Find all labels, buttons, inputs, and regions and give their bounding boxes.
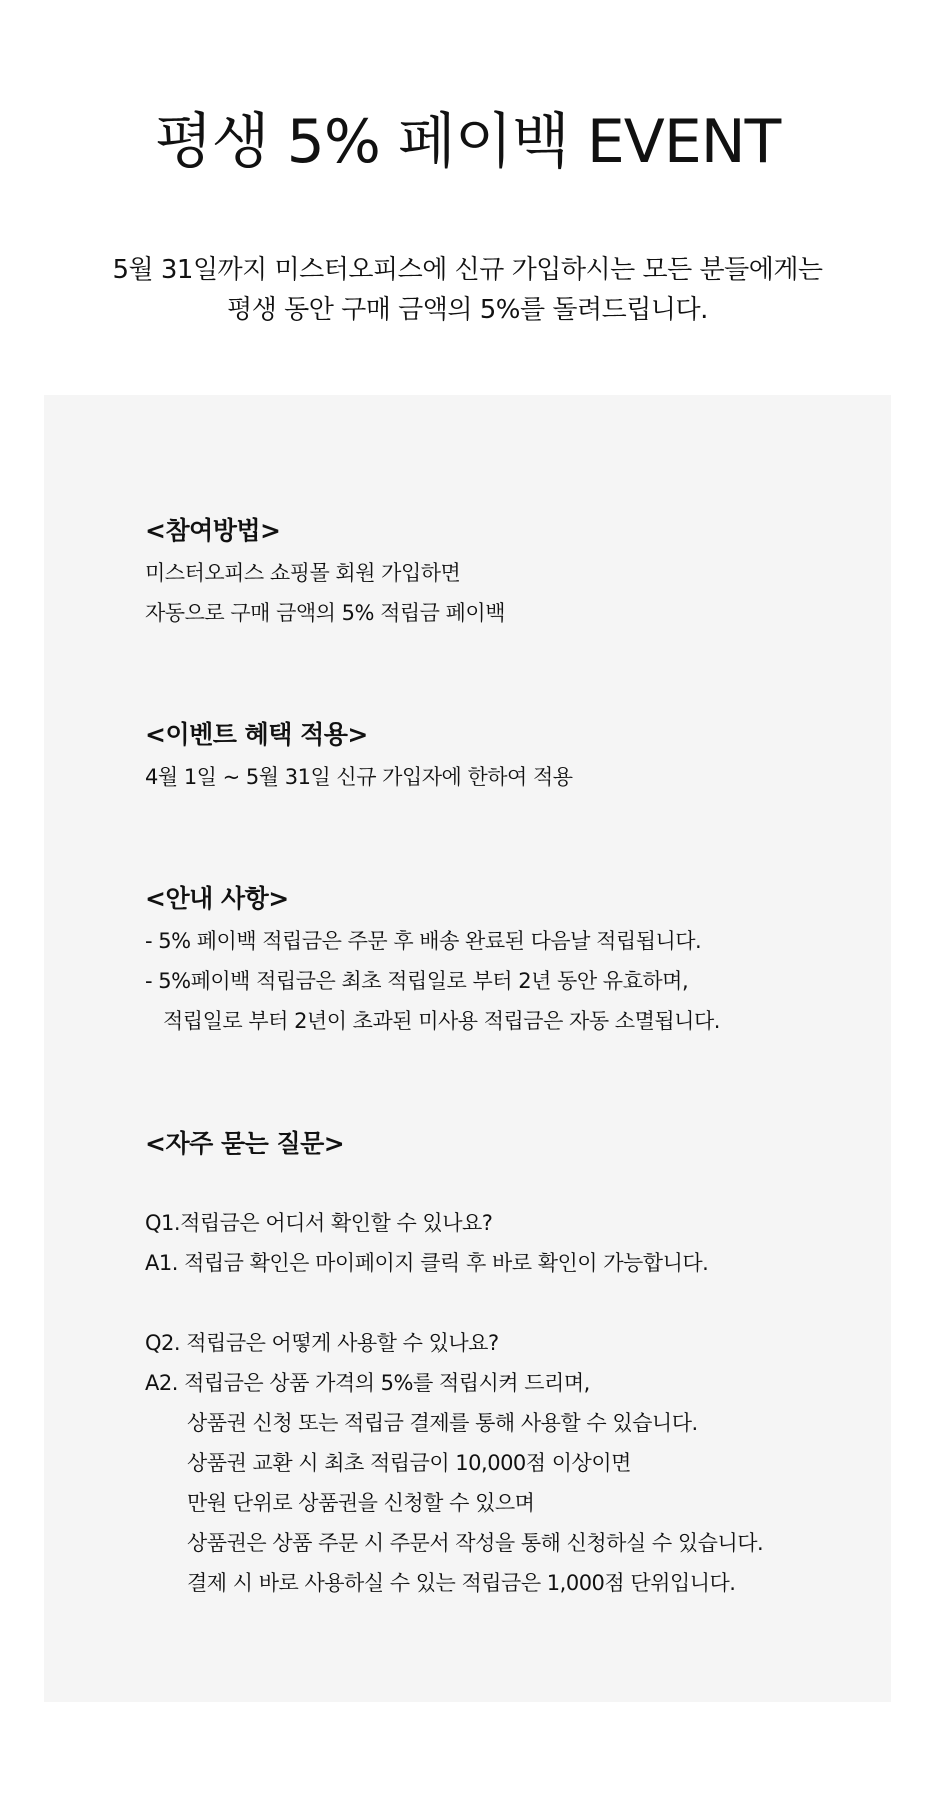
benefit-section: [145, 717, 865, 797]
notice-line: 적립일로 부터 2년이 초과된 미사용 적립금은 자동 소멸됩니다.: [163, 1009, 720, 1033]
participation-heading: <참여방법>: [145, 516, 281, 545]
faq-answer-line: 상품권 신청 또는 적립금 결제를 통해 사용할 수 있습니다.: [187, 1411, 698, 1435]
benefit-heading: <이벤트 혜택 적용>: [145, 720, 368, 749]
faq-answer-line: 결제 시 바로 사용하실 수 있는 적립금은 1,000점 단위입니다.: [187, 1571, 736, 1595]
faq-question: Q1.적립금은 어디서 확인할 수 있나요?: [145, 1211, 493, 1235]
notice-section: [145, 881, 865, 1041]
faq-answer-line: 상품권은 상품 주문 시 주문서 작성을 통해 신청하실 수 있습니다.: [187, 1531, 764, 1555]
faq-answer: A2. 적립금은 상품 가격의 5%를 적립시켜 드리며,: [145, 1371, 590, 1395]
notice-line: - 5%페이백 적립금은 최초 적립일로 부터 2년 동안 유효하며,: [145, 969, 689, 993]
notice-heading: <안내 사항>: [145, 884, 289, 913]
faq-section: [145, 1126, 865, 1603]
faq-spacer: [145, 1283, 865, 1323]
faq-answer-line: 만원 단위로 상품권을 신청할 수 있으며: [187, 1491, 535, 1515]
faq-answer: A1. 적립금 확인은 마이페이지 클릭 후 바로 확인이 가능합니다.: [145, 1251, 709, 1275]
faq-spacer: [145, 1166, 865, 1203]
participation-line: 자동으로 구매 금액의 5% 적립금 페이백: [145, 601, 505, 625]
event-title: 평생 5% 페이백 EVENT: [154, 107, 781, 177]
faq-heading: <자주 묻는 질문>: [145, 1129, 345, 1158]
event-description: [0, 250, 935, 330]
participation-section: [145, 513, 865, 633]
notice-line: - 5% 페이백 적립금은 주문 후 배송 완료된 다음날 적립됩니다.: [145, 929, 702, 953]
event-description-line: 5월 31일까지 미스터오피스에 신규 가입하시는 모든 분들에게는: [112, 255, 823, 285]
event-description-line: 평생 동안 구매 금액의 5%를 돌려드립니다.: [227, 295, 708, 325]
benefit-line: 4월 1일 ~ 5월 31일 신규 가입자에 한하여 적용: [145, 765, 573, 789]
faq-question: Q2. 적립금은 어떻게 사용할 수 있나요?: [145, 1331, 499, 1355]
faq-answer-line: 상품권 교환 시 최초 적립금이 10,000점 이상이면: [187, 1451, 631, 1475]
event-info-panel: [44, 395, 891, 1702]
participation-line: 미스터오피스 쇼핑몰 회원 가입하면: [145, 561, 461, 585]
